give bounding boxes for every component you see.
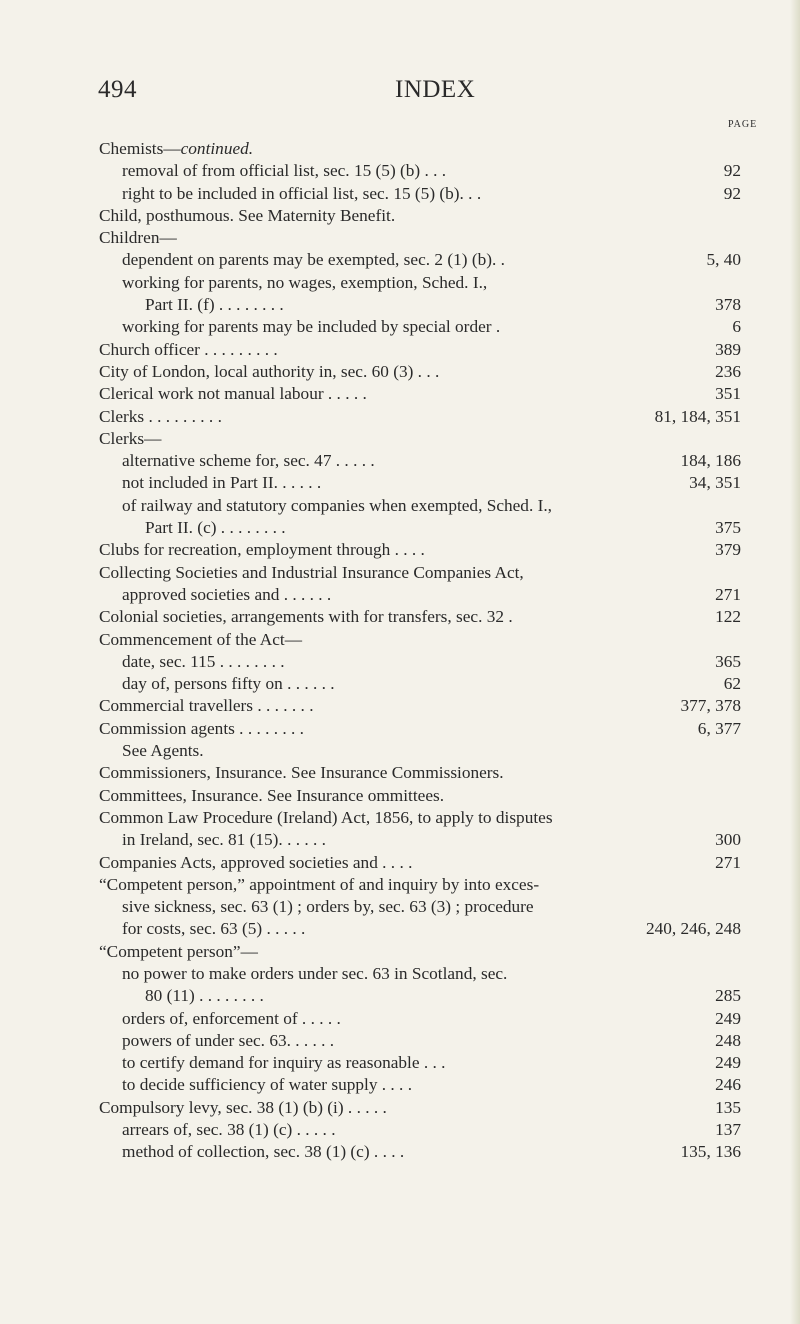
entry-text: Colonial societies, arrangements with for transfers, sec. 32 .: [99, 607, 513, 627]
entry-pages: 365: [715, 651, 741, 671]
entry-text: Clerical work not manual labour . . . . .: [99, 384, 367, 404]
index-entry: [0, 495, 800, 517]
index-entry: [0, 1097, 800, 1119]
entry-pages: 122: [715, 607, 741, 627]
entry-text: Chemists—continued.: [99, 139, 254, 158]
index-entry: [0, 1119, 800, 1141]
index-entry: [0, 584, 800, 606]
entry-text: Commissioners, Insurance. See Insurance Commissioners.: [99, 763, 504, 783]
index-entry: [0, 450, 800, 472]
index-entry: [0, 183, 800, 205]
index-entry: [0, 339, 800, 361]
running-title: INDEX: [395, 76, 476, 103]
index-entry: [0, 695, 800, 717]
index-entry: [0, 941, 800, 963]
index-entry: [0, 762, 800, 784]
index-entry: [0, 918, 800, 940]
index-entry: [0, 829, 800, 851]
index-entry: [0, 294, 800, 316]
entry-text: Child, posthumous. See Maternity Benefit.: [99, 205, 396, 225]
entry-text: arrears of, sec. 38 (1) (c) . . . . .: [122, 1120, 336, 1140]
entry-text: in Ireland, sec. 81 (15). . . . . .: [122, 830, 326, 850]
index-entry: [0, 606, 800, 628]
entry-text: not included in Part II. . . . . .: [122, 473, 322, 493]
entry-pages: 351: [715, 384, 741, 404]
index-entry: [0, 852, 800, 874]
entry-text: See Agents.: [122, 741, 204, 761]
entry-text: Commencement of the Act—: [99, 629, 303, 649]
index-entry: [0, 1008, 800, 1030]
entry-text: working for parents, no wages, exemption, Sched. I.,: [122, 272, 488, 292]
entry-text: “Competent person,” appointment of and inquiry by into exces-: [99, 874, 540, 894]
entry-text: Clubs for recreation, employment through . . . .: [99, 540, 425, 560]
entry-text: for costs, sec. 63 (5) . . . . .: [122, 919, 306, 939]
index-entry: [0, 517, 800, 539]
entry-pages: 248: [715, 1030, 741, 1050]
entry-pages: 246: [715, 1075, 741, 1095]
entry-pages: 377, 378: [680, 696, 741, 716]
entry-text: Common Law Procedure (Ireland) Act, 1856, to apply to disputes: [99, 807, 553, 827]
entry-text: Companies Acts, approved societies and . . . .: [99, 852, 413, 872]
entry-pages: 300: [715, 830, 741, 850]
entry-pages: 6: [732, 317, 741, 337]
page-number: 494: [98, 76, 137, 103]
entry-text: “Competent person”—: [99, 941, 258, 961]
index-entry: [0, 205, 800, 227]
entry-text: removal of from official list, sec. 15 (5) (b) . . .: [122, 161, 447, 181]
entry-pages: 285: [715, 986, 741, 1006]
entry-pages: 6, 377: [697, 718, 741, 738]
entry-text: day of, persons fifty on . . . . . .: [122, 674, 335, 694]
index-entry: [0, 428, 800, 450]
entry-text: sive sickness, sec. 63 (1) ; orders by, sec. 63 (3) ; procedure: [122, 897, 534, 917]
index-entry: [0, 562, 800, 584]
index-entries: [0, 138, 800, 1164]
index-entry: [0, 272, 800, 294]
entry-text: 80 (11) . . . . . . . .: [145, 986, 264, 1006]
index-entry: [0, 1030, 800, 1052]
entry-pages: 135: [715, 1097, 741, 1117]
index-entry: [0, 651, 800, 673]
entry-pages: 5, 40: [706, 250, 741, 270]
entry-text: Part II. (f) . . . . . . . .: [145, 295, 284, 315]
entry-text: Part II. (c) . . . . . . . .: [145, 518, 286, 538]
index-entry: [0, 807, 800, 829]
entry-pages: 249: [715, 1053, 741, 1073]
entry-text: to decide sufficiency of water supply . . . .: [122, 1075, 413, 1095]
page-edge-shadow: [790, 0, 800, 1324]
entry-pages: 62: [723, 674, 741, 694]
entry-text: of railway and statutory companies when exempted, Sched. I.,: [122, 495, 552, 515]
entry-text: Clerks—: [99, 428, 162, 448]
index-entry: [0, 629, 800, 651]
entry-pages: 135, 136: [680, 1142, 741, 1162]
index-entry: [0, 138, 800, 160]
page-column-heading: PAGE: [728, 119, 758, 130]
index-entry: [0, 1052, 800, 1074]
entry-pages: 34, 351: [689, 473, 741, 493]
index-entry: [0, 718, 800, 740]
index-entry: [0, 539, 800, 561]
entry-pages: 249: [715, 1008, 741, 1028]
entry-text: powers of under sec. 63. . . . . .: [122, 1030, 335, 1050]
entry-pages: 271: [715, 852, 741, 872]
entry-pages: 184, 186: [680, 451, 741, 471]
entry-text: alternative scheme for, sec. 47 . . . . .: [122, 451, 375, 471]
entry-text: no power to make orders under sec. 63 in Scotland, sec.: [122, 963, 508, 983]
entry-text: Children—: [99, 228, 177, 248]
entry-pages: 240, 246, 248: [645, 919, 741, 939]
index-entry: [0, 406, 800, 428]
entry-text: Clerks . . . . . . . . .: [99, 406, 222, 426]
entry-text: Committees, Insurance. See Insurance ommittees.: [99, 785, 445, 805]
entry-pages: 92: [723, 161, 741, 181]
entry-text: orders of, enforcement of . . . . .: [122, 1008, 341, 1028]
index-entry: [0, 740, 800, 762]
index-entry: [0, 874, 800, 896]
entry-pages: 271: [715, 584, 741, 604]
index-entry: [0, 1141, 800, 1163]
entry-pages: 389: [715, 339, 741, 359]
entry-text: working for parents may be included by special order .: [122, 317, 501, 337]
entry-pages: 236: [715, 361, 741, 381]
entry-text: method of collection, sec. 38 (1) (c) . . . .: [122, 1142, 405, 1162]
entry-text: Commercial travellers . . . . . . .: [99, 696, 314, 716]
index-entry: [0, 1074, 800, 1096]
index-entry: [0, 785, 800, 807]
index-entry: [0, 896, 800, 918]
entry-text: right to be included in official list, sec. 15 (5) (b). . .: [122, 183, 482, 203]
page-header: [0, 76, 800, 106]
entry-text: Commission agents . . . . . . . .: [99, 718, 304, 738]
entry-pages: 375: [715, 518, 741, 538]
entry-text: approved societies and . . . . . .: [122, 584, 332, 604]
entry-text: City of London, local authority in, sec. 60 (3) . . .: [99, 361, 440, 381]
index-entry: [0, 361, 800, 383]
entry-pages: 137: [715, 1120, 741, 1140]
index-entry: [0, 227, 800, 249]
index-entry: [0, 963, 800, 985]
entry-text: Collecting Societies and Industrial Insurance Companies Act,: [99, 562, 524, 582]
entry-pages: 378: [715, 295, 741, 315]
entry-pages: 92: [723, 183, 741, 203]
index-entry: [0, 985, 800, 1007]
index-entry: [0, 383, 800, 405]
entry-text: Church officer . . . . . . . . .: [99, 339, 278, 359]
index-entry: [0, 316, 800, 338]
entry-text: Compulsory levy, sec. 38 (1) (b) (i) . . . . .: [99, 1097, 387, 1117]
entry-text: dependent on parents may be exempted, sec. 2 (1) (b). .: [122, 250, 505, 270]
entry-pages: 379: [715, 540, 741, 560]
index-entry: [0, 673, 800, 695]
entry-text: to certify demand for inquiry as reasonable . . .: [122, 1053, 446, 1073]
index-entry: [0, 472, 800, 494]
entry-text: date, sec. 115 . . . . . . . .: [122, 651, 285, 671]
entry-pages: 81, 184, 351: [654, 406, 741, 426]
index-entry: [0, 249, 800, 271]
index-entry: [0, 160, 800, 182]
